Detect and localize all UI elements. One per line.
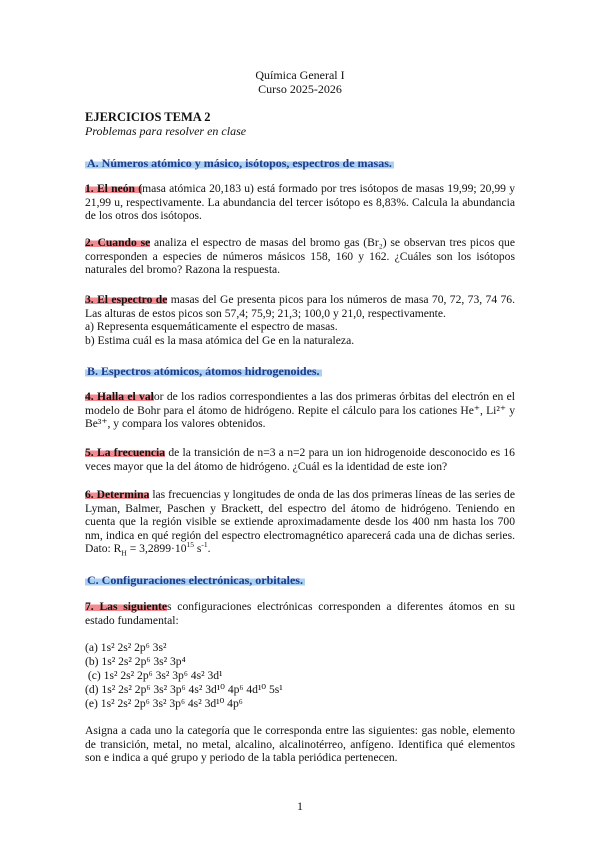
page-title: EJERCICIOS TEMA 2 [85, 110, 211, 124]
document-header [0, 68, 600, 96]
section-b-heading [85, 364, 322, 378]
section-c-heading [85, 573, 305, 587]
exercise-3-part-a: a) Representa esquemáticamente el espectro de masas. [85, 320, 338, 334]
exercise-2-text: analiza el espectro de masas del bromo gas (Br₂) se observan tres picos que corresponden a especies de números másicos 158, 160 y 162. ¿Cuáles son los isótopos naturales del bromo? Razona la respuesta. [85, 236, 515, 277]
course-name: Química General I [255, 68, 345, 82]
exercise-3-highlight: 3. El espectro de [85, 293, 168, 306]
section-a-heading [85, 156, 394, 170]
exercise-5-text: de la transición de n=3 a n=2 para un ion hidrogenoide desconocido es 16 veces mayor que la del átomo de hidrógeno. ¿Cuál es la identidad de este ion? [85, 446, 515, 473]
config-c: (c) 1s² 2s² 2p⁶ 3s² 3p⁶ 4s² 3d¹ [85, 669, 223, 682]
rydberg-exponent: 15 [186, 540, 194, 550]
exercise-7-text: s configuraciones electrónicas corresponden a diferentes átomos en su estado fundamental: [85, 600, 515, 627]
exercise-6-text: las frecuencias y longitudes de onda de las dos primeras líneas de las series de Lyman, Balmer, Paschen y Brackett, del espectro del átomo de hidrógeno. Teniendo en cuenta que la región visible se extiende aproximadamente desde los 400 nm hasta los 700 nm, indica en qué región del espectro electromagnético aparecerá cada una de dichas series. Dato: R [85, 488, 515, 556]
exercise-4-text: or de los radios correspondientes a las dos primeras órbitas del electrón en el modelo de Bohr para el átomo de hidrógeno. Repite el cálculo para los cationes He⁺, Li²⁺ y Be³⁺, y compara los valores obtenidos. [85, 390, 515, 431]
section-c-highlight: C. Configuraciones electrónicas, orbitales. [87, 573, 303, 587]
exercise-7 [85, 600, 515, 627]
exercise-3-part-b: b) Estima cuál es la masa atómica del Ge en la naturaleza. [85, 333, 355, 347]
exercise-2-highlight: 2. Cuando se [85, 236, 151, 249]
exercise-4-highlight: 4. Halla el val [85, 390, 154, 403]
rydberg-subscript: H [121, 548, 127, 558]
config-b: (b) 1s² 2s² 2p⁶ 3s² 3p⁴ [85, 655, 186, 668]
page-number: 1 [297, 799, 303, 813]
exercise-7-closing: Asigna a cada uno la categoría que le corresponda entre las siguientes: gas noble, elemento de transición, metal, no metal, alcalino, alcalinotérreo, anfígeno. Identifica qué elementos son e indica a qué grupo y periodo de la tabla periódica pertenecen. [85, 724, 515, 765]
exercise-1-text: masa atómica 20,183 u) está formado por tres isótopos de masas 19,99; 20,99 y 21,99 u, respectivamente. La abundancia del tercer isótopo es 8,83%. Calcula la abundancia de los otros dos isótopos. [85, 182, 515, 223]
exercise-6-highlight: 6. Determina [85, 488, 150, 501]
exercise-4 [85, 390, 515, 431]
rydberg-unit-exponent: -1 [201, 540, 208, 550]
exercise-1-highlight: 1. El neón ( [85, 182, 143, 195]
section-b-highlight: B. Espectros atómicos, átomos hidrogenoides. [87, 364, 320, 378]
section-a-highlight: A. Números atómico y másico, isótopos, espectros de masas. [87, 156, 392, 170]
rydberg-value: = 3,2899·10 [126, 542, 187, 556]
page-subtitle: Problemas para resolver en clase [85, 124, 247, 138]
exercise-3-text: masas del Ge presenta picos para los números de masa 70, 72, 73, 74 76. Las alturas de estos picos son 57,4; 75,9; 21,3; 100,0 y 21,0, respectivamente. [85, 293, 515, 320]
exercise-3 [85, 293, 515, 347]
course-year: Curso 2025-2026 [258, 82, 342, 96]
exercise-7-highlight: 7. Las siguiente [85, 600, 168, 613]
exercise-2 [85, 236, 515, 277]
rydberg-unit: s [194, 542, 202, 556]
config-a: (a) 1s² 2s² 2p⁶ 3s² [85, 641, 167, 654]
exercise-1 [85, 182, 515, 223]
exercise-5-highlight: 5. La frecuencia [85, 446, 166, 459]
config-e: (e) 1s² 2s² 2p⁶ 3s² 3p⁶ 4s² 3d¹⁰ 4p⁶ [85, 697, 243, 710]
exercise-6 [85, 488, 515, 556]
exercise-5 [85, 446, 515, 473]
config-d: (d) 1s² 2s² 2p⁶ 3s² 3p⁶ 4s² 3d¹⁰ 4p⁶ 4d¹⁰ 5s¹ [85, 683, 283, 696]
rydberg-end: . [207, 542, 211, 556]
